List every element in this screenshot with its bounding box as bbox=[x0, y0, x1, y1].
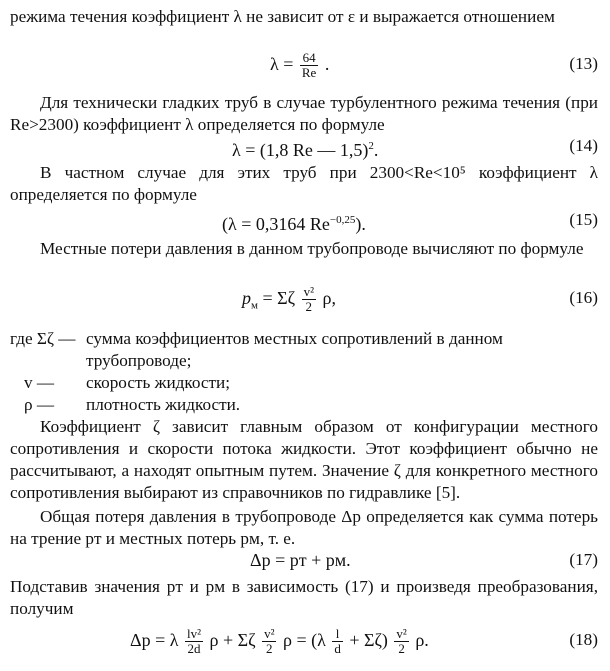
definition-text: сумма коэффициентов местных сопротивлений в данном трубопроводе; bbox=[86, 329, 503, 370]
eq18-fraction-2 bbox=[262, 627, 276, 656]
eq15-expression: (λ = 0,3164 Re bbox=[222, 214, 330, 234]
equation-16 bbox=[0, 284, 610, 315]
definition-symbol: v — bbox=[24, 373, 55, 392]
paragraph-local-losses: Местные потери давления в данном трубопроводе вычисляют по формуле bbox=[40, 239, 584, 258]
eq16-tail: ρ, bbox=[317, 288, 336, 308]
equation-15 bbox=[0, 206, 610, 234]
eq18-part-a: Δp = λ bbox=[130, 630, 183, 650]
eq14-exponent: 2 bbox=[368, 140, 374, 152]
eq15-exponent: −0,25 bbox=[329, 214, 356, 226]
eq13-fraction bbox=[300, 51, 318, 80]
definition-symbol: где Σζ — bbox=[10, 329, 76, 348]
eq18-part-b: ρ + Σζ bbox=[204, 630, 261, 650]
eq18-f2-numerator: v² bbox=[264, 626, 275, 642]
eq15-number: (15) bbox=[569, 210, 598, 229]
eq18-f1-numerator: lv² bbox=[186, 626, 201, 642]
definition-text: скорость жидкости; bbox=[86, 373, 231, 392]
eq14-number: (14) bbox=[569, 136, 598, 155]
eq18-f4-numerator: v² bbox=[396, 626, 407, 642]
equation-14 bbox=[0, 132, 610, 160]
paragraph-special-case: В частном случае для этих труб при 2300<Re<10⁵ коэффициент λ определяется по формуле bbox=[10, 163, 598, 204]
eq18-number: (18) bbox=[569, 630, 598, 649]
definition-item bbox=[10, 372, 598, 394]
paragraph-substitution: Подставив значения pт и pм в зависимость (17) и произведя преобразования, получим bbox=[10, 577, 598, 618]
eq16-lhs-subscript: м bbox=[251, 299, 258, 312]
eq17-number: (17) bbox=[569, 550, 598, 569]
eq13-denominator: Re bbox=[301, 65, 317, 81]
paragraph-smooth-pipes: Для технически гладких труб в случае турбулентного режима течения (при Re>2300) коэффициент λ определяется по формуле bbox=[10, 93, 598, 134]
eq18-f2-denominator: 2 bbox=[266, 641, 273, 657]
eq18-f1-denominator: 2d bbox=[187, 641, 201, 657]
eq18-fraction-1 bbox=[185, 627, 203, 656]
equation-17 bbox=[0, 546, 610, 574]
definition-item bbox=[10, 328, 598, 372]
eq18-fraction-4 bbox=[394, 627, 408, 656]
eq13-number: (13) bbox=[569, 54, 598, 73]
eq18-f3-numerator: l bbox=[332, 627, 343, 642]
eq15-tail: ). bbox=[355, 214, 366, 234]
eq18-part-c: ρ = (λ bbox=[278, 630, 331, 650]
definition-item bbox=[10, 394, 598, 416]
eq18-part-e: ρ. bbox=[410, 630, 429, 650]
definition-symbol: ρ — bbox=[24, 395, 55, 414]
eq16-numerator: v² bbox=[303, 284, 314, 300]
eq16-lhs: p bbox=[242, 288, 251, 308]
definitions-list bbox=[10, 328, 598, 416]
eq18-fraction-3 bbox=[332, 627, 343, 656]
eq13-tail: . bbox=[324, 54, 330, 74]
eq16-fraction bbox=[302, 285, 316, 314]
eq17-expression: Δp = pт + pм. bbox=[250, 550, 351, 570]
eq16-mid: = Σζ bbox=[257, 288, 300, 308]
equation-18 bbox=[0, 626, 610, 657]
eq13-lhs: λ = bbox=[270, 54, 294, 74]
eq16-denominator: 2 bbox=[305, 299, 313, 315]
eq18-f3-denominator: d bbox=[334, 641, 341, 657]
eq14-tail: . bbox=[373, 140, 379, 160]
paragraph-intro: режима течения коэффициент λ не зависит от ε и выражается отношением bbox=[10, 7, 555, 26]
definition-text: плотность жидкости. bbox=[86, 395, 241, 414]
eq18-part-d: + Σζ) bbox=[344, 630, 393, 650]
equation-13 bbox=[0, 50, 610, 81]
eq18-f4-denominator: 2 bbox=[398, 641, 405, 657]
paragraph-zeta: Коэффициент ζ зависит главным образом от конфигурации местного сопротивления и скорости потока жидкости. Этот коэффициент обычно не рассчитывают, а находят опытным путем. Значение ζ для конкретного местного сопротивления выбирают из справочников по гидравлике [5]. bbox=[10, 417, 598, 502]
eq14-expression: λ = (1,8 Re — 1,5) bbox=[232, 140, 369, 160]
eq16-number: (16) bbox=[569, 288, 598, 307]
eq13-numerator: 64 bbox=[300, 51, 318, 66]
paragraph-total-loss: Общая потеря давления в трубопроводе Δp определяется как сумма потерь на трение pт и местных потерь pм, т. е. bbox=[10, 507, 598, 548]
